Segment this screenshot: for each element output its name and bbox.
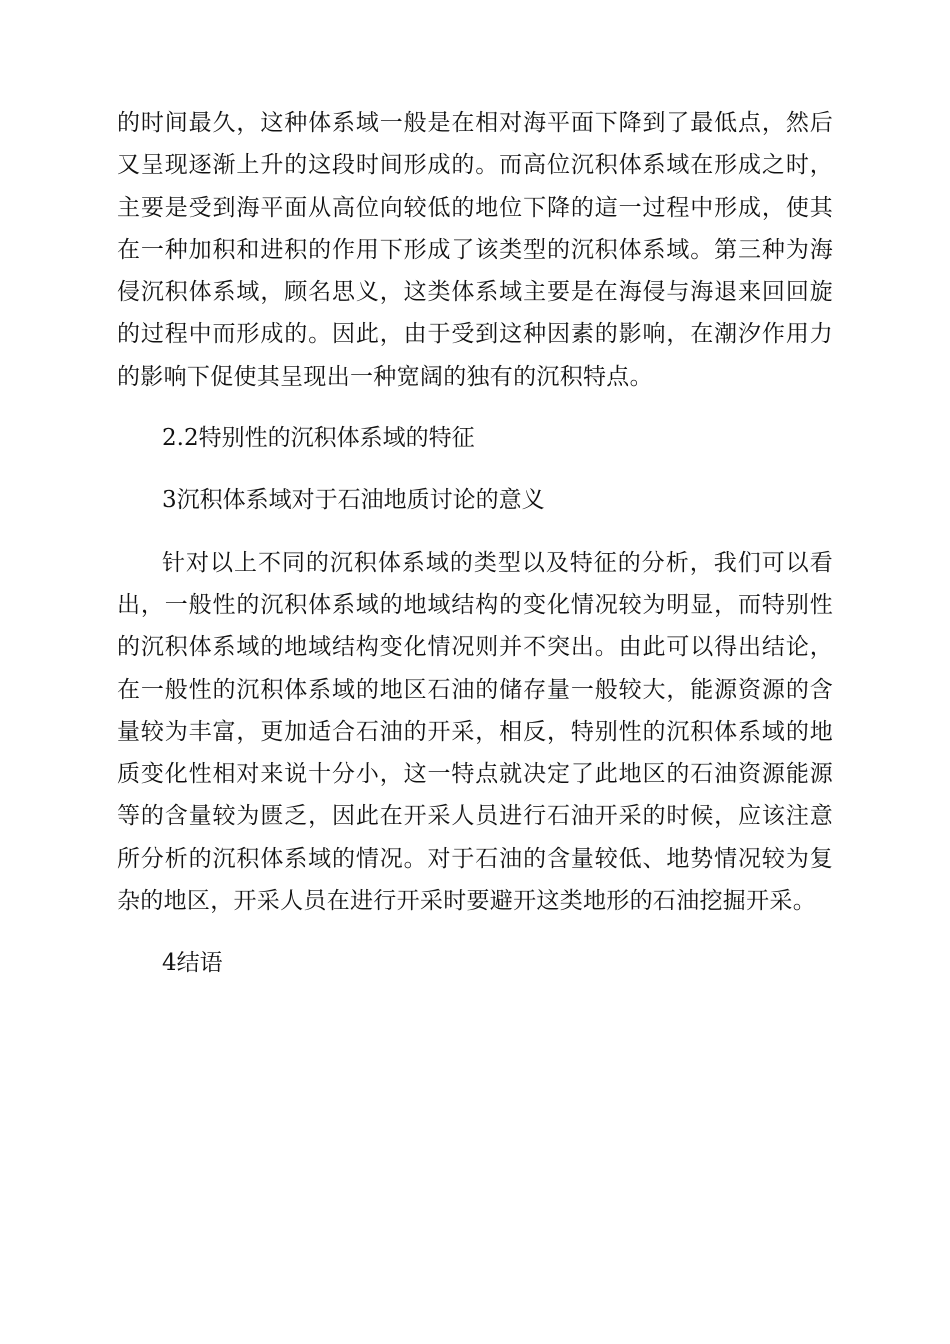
section-heading-2-2: 2.2特别性的沉积体系域的特征 [162, 425, 475, 452]
section-heading-3: 3沉积体系域对于石油地质讨论的意义 [162, 487, 545, 514]
section-heading-4: 4结语 [162, 950, 223, 977]
paragraph-significance: 针对以上不同的沉积体系域的类型以及特征的分析，我们可以看出，一般性的沉积体系域的地域结构的变化情况较为明显，而特别性的沉积体系域的地域结构变化情况则并不突出。由此可以得出结论，在一般性的沉积体系域的地区石油的储存量一般较大，能源资源的含量较为丰富，更加适合石油的开采，相反，特别性的沉积体系域的地质变化性相对来说十分小，这一特点就决定了此地区的石油资源能源等的含量较为匮乏，因此在开采人员进行石油开采的时候，应该注意所分析的沉积体系域的情况。对于石油的含量较低、地势情况较为复杂的地区，开采人员在进行开采时要避开这类地形的石油挖掘开采。 [117, 549, 833, 915]
paragraph-continuation: 的时间最久，这种体系域一般是在相对海平面下降到了最低点，然后又呈现逐渐上升的这段时间形成的。而高位沉积体系域在形成之时，主要是受到海平面从高位向较低的地位下降的這一过程中形成，使其在一种加积和进积的作用下形成了该类型的沉积体系域。第三种为海侵沉积体系域，顾名思义，这类体系域主要是在海侵与海退来回回旋的过程中而形成的。因此，由于受到这种因素的影响，在潮汐作用力的影响下促使其呈现出一种宽阔的独有的沉积特点。 [117, 110, 833, 390]
document-body [117, 102, 833, 985]
